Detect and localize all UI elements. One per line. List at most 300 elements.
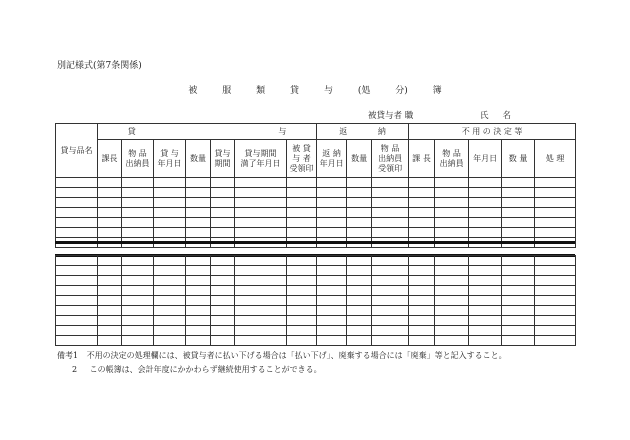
table-cell[interactable] [535,316,576,326]
table-cell[interactable] [211,316,235,326]
ledger-table-lower [55,255,576,346]
table-cell[interactable] [502,336,535,346]
table-cell[interactable] [409,316,435,326]
table-cell[interactable] [502,228,535,238]
table-cell[interactable] [186,306,211,316]
column-header: 数量 [347,140,372,178]
table-row [56,316,576,326]
table-cell[interactable] [535,286,576,296]
table-cell[interactable] [56,266,98,276]
table-cell[interactable] [186,286,211,296]
table-row [56,326,576,336]
table-cell[interactable] [469,286,502,296]
lend-group-header [98,124,317,140]
table-cell[interactable] [347,198,372,208]
table-cell[interactable] [502,198,535,208]
table-cell[interactable] [211,336,235,346]
table-cell[interactable] [287,188,317,198]
note-2-text: この帳簿は、会計年度にかかわらず継続使用することができる。 [89,365,322,374]
table-row [56,256,576,266]
table-cell[interactable] [211,198,235,208]
table-cell[interactable] [435,178,469,188]
table-cell[interactable] [502,178,535,188]
table-cell[interactable] [409,296,435,306]
table-cell[interactable] [372,286,409,296]
column-header: 物 品 出納員 [435,140,469,178]
table-cell[interactable] [154,178,186,188]
table-cell[interactable] [211,228,235,238]
table-cell[interactable] [372,266,409,276]
table-row [56,306,576,316]
table-cell[interactable] [122,266,154,276]
return-left: 返 [339,126,348,136]
table-cell[interactable] [122,326,154,336]
table-cell[interactable] [372,326,409,336]
table-cell[interactable] [372,296,409,306]
table-row [56,276,576,286]
table-cell[interactable] [287,208,317,218]
table-cell[interactable] [347,336,372,346]
table-cell[interactable] [469,218,502,228]
column-header: 課長 [98,140,122,178]
table-cell[interactable] [154,326,186,336]
table-cell[interactable] [211,286,235,296]
table-cell[interactable] [347,228,372,238]
table-cell[interactable] [56,326,98,336]
title-char: 与 [323,86,333,96]
table-cell[interactable] [535,306,576,316]
table-cell[interactable] [372,198,409,208]
table-cell[interactable] [98,306,122,316]
table-cell[interactable] [154,306,186,316]
table-cell[interactable] [502,188,535,198]
table-cell[interactable] [347,316,372,326]
table-cell[interactable] [287,276,317,286]
table-cell[interactable] [154,256,186,266]
item-name-header: 貸与品名 [56,124,98,178]
title-char: 簿 [432,86,442,96]
table-cell[interactable] [56,286,98,296]
table-cell[interactable] [372,208,409,218]
table-cell[interactable] [317,316,347,326]
table-cell[interactable] [235,276,287,286]
table-row [56,266,576,276]
table-cell[interactable] [435,296,469,306]
table-cell[interactable] [56,178,98,188]
table-cell[interactable] [211,218,235,228]
table-cell[interactable] [235,336,287,346]
column-header: 数量 [186,140,211,178]
table-cell[interactable] [535,178,576,188]
table-cell[interactable] [372,188,409,198]
table-cell[interactable] [235,178,287,188]
table-cell[interactable] [502,296,535,306]
table-cell[interactable] [535,256,576,266]
table-cell[interactable] [154,218,186,228]
table-cell[interactable] [469,276,502,286]
table-row [56,336,576,346]
table-cell[interactable] [535,188,576,198]
table-cell[interactable] [235,198,287,208]
title-char: 貸 [290,86,300,96]
table-cell[interactable] [409,286,435,296]
table-cell[interactable] [211,326,235,336]
table-cell[interactable] [98,286,122,296]
borrower-name-label [480,109,525,121]
table-cell[interactable] [122,276,154,286]
table-cell[interactable] [98,218,122,228]
table-cell[interactable] [186,208,211,218]
table-cell[interactable] [56,208,98,218]
table-cell[interactable] [98,336,122,346]
table-cell[interactable] [317,198,347,208]
table-cell[interactable] [98,266,122,276]
table-cell[interactable] [56,336,98,346]
lend-left: 貸 [127,126,136,136]
table-cell[interactable] [235,218,287,228]
ledger-table-upper [55,123,576,248]
table-cell[interactable] [409,178,435,188]
table-cell[interactable] [502,256,535,266]
table-cell[interactable] [435,326,469,336]
table-cell[interactable] [56,316,98,326]
table-cell[interactable] [469,336,502,346]
table-cell[interactable] [98,208,122,218]
table-cell[interactable] [317,178,347,188]
table-cell[interactable] [211,188,235,198]
table-cell[interactable] [287,306,317,316]
table-cell[interactable] [287,286,317,296]
table-cell[interactable] [435,228,469,238]
table-cell[interactable] [435,316,469,326]
table-cell[interactable] [347,296,372,306]
table-cell[interactable] [317,286,347,296]
table-cell[interactable] [122,208,154,218]
table-cell[interactable] [502,276,535,286]
column-header: 返 納 年月日 [317,140,347,178]
table-cell[interactable] [435,286,469,296]
table-cell[interactable] [469,266,502,276]
table-cell[interactable] [235,316,287,326]
table-cell[interactable] [317,306,347,316]
table-row [56,218,576,228]
table-cell[interactable] [372,218,409,228]
table-cell[interactable] [469,316,502,326]
table-cell[interactable] [186,326,211,336]
table-cell[interactable] [211,306,235,316]
title-char: 類 [256,86,266,96]
page-title [0,83,630,96]
table-cell[interactable] [435,266,469,276]
table-cell[interactable] [409,208,435,218]
table-cell[interactable] [154,208,186,218]
table-row [56,296,576,306]
table-cell[interactable] [287,266,317,276]
return-right: 納 [377,126,386,136]
note-2 [72,364,322,375]
borrower-position-label: 被貸与者 職 [368,111,414,121]
table-cell[interactable] [56,198,98,208]
table-cell[interactable] [235,188,287,198]
table-cell[interactable] [98,326,122,336]
table-cell[interactable] [211,256,235,266]
table-cell[interactable] [409,326,435,336]
table-cell[interactable] [56,188,98,198]
table-row [56,198,576,208]
table-cell[interactable] [211,276,235,286]
table-cell[interactable] [287,326,317,336]
column-header: 課 長 [409,140,435,178]
table-cell[interactable] [235,256,287,266]
table-cell[interactable] [409,198,435,208]
table-cell[interactable] [186,178,211,188]
table-cell[interactable] [502,218,535,228]
form-id: 別記様式(第7条関係) [57,61,142,71]
column-header: 年月日 [469,140,502,178]
table-cell[interactable] [435,276,469,286]
table-cell[interactable] [347,266,372,276]
table-row [56,178,576,188]
table-cell[interactable] [154,286,186,296]
table-cell[interactable] [235,296,287,306]
table-cell[interactable] [122,296,154,306]
table-cell[interactable] [98,228,122,238]
table-cell[interactable] [535,198,576,208]
table-cell[interactable] [535,326,576,336]
table-cell[interactable] [347,286,372,296]
table-cell[interactable] [535,228,576,238]
table-cell[interactable] [287,256,317,266]
table-cell[interactable] [535,296,576,306]
column-header: 物 品 出納員 [122,140,154,178]
title-char: 被 [188,86,198,96]
table-cell[interactable] [287,218,317,228]
table-cell[interactable] [98,178,122,188]
table-cell[interactable] [372,178,409,188]
table-cell[interactable] [409,218,435,228]
title-char: (処 [357,86,371,96]
note-1-text: 不用の決定の処理欄には、被貸与者に払い下げる場合は「払い下げ」、廃棄する場合には「廃棄」等と記入すること。 [86,351,507,360]
table-cell[interactable] [235,326,287,336]
note-1 [57,350,507,361]
table-cell[interactable] [122,306,154,316]
note-1-label: 備考1 [57,351,79,360]
note-2-number: 2 [72,365,78,374]
table-cell[interactable] [122,256,154,266]
table-cell[interactable] [347,256,372,266]
table-cell[interactable] [98,256,122,266]
table-cell[interactable] [535,336,576,346]
table-cell[interactable] [347,218,372,228]
table-cell[interactable] [372,306,409,316]
table-cell[interactable] [409,276,435,286]
table-cell[interactable] [317,218,347,228]
table-cell[interactable] [154,276,186,286]
table-cell[interactable] [211,296,235,306]
table-cell[interactable] [469,178,502,188]
table-cell[interactable] [372,336,409,346]
table-cell[interactable] [186,336,211,346]
table-cell[interactable] [347,208,372,218]
table-cell[interactable] [186,188,211,198]
name-char: 氏 [480,111,489,121]
table-cell[interactable] [317,188,347,198]
table-cell[interactable] [122,336,154,346]
table-row [56,228,576,238]
table-cell[interactable] [235,306,287,316]
table-cell[interactable] [287,336,317,346]
table-cell[interactable] [347,178,372,188]
table-cell[interactable] [235,208,287,218]
lend-right: 与 [278,126,287,136]
table-cell[interactable] [409,306,435,316]
table-cell[interactable] [535,266,576,276]
table-cell[interactable] [535,276,576,286]
table-cell[interactable] [287,296,317,306]
table-cell[interactable] [235,228,287,238]
column-header: 処 理 [535,140,576,178]
table-cell[interactable] [98,296,122,306]
column-header: 貸与 期間 [211,140,235,178]
table-cell[interactable] [287,316,317,326]
table-row [56,208,576,218]
table-cell[interactable] [469,306,502,316]
table-cell[interactable] [372,276,409,286]
return-group-header [317,124,409,140]
table-cell[interactable] [186,218,211,228]
table-cell[interactable] [317,326,347,336]
table-cell[interactable] [122,286,154,296]
table-cell[interactable] [235,266,287,276]
table-cell[interactable] [56,306,98,316]
table-row [56,188,576,198]
table-cell[interactable] [287,178,317,188]
table-cell[interactable] [409,228,435,238]
table-cell[interactable] [154,188,186,198]
table-cell[interactable] [287,198,317,208]
table-cell[interactable] [469,208,502,218]
table-cell[interactable] [469,188,502,198]
table-cell[interactable] [435,218,469,228]
table-cell[interactable] [186,228,211,238]
table-cell[interactable] [186,276,211,286]
table-cell[interactable] [186,316,211,326]
table-cell[interactable] [317,256,347,266]
table-cell[interactable] [56,256,98,266]
table-cell[interactable] [186,296,211,306]
table-cell[interactable] [98,316,122,326]
table-cell[interactable] [347,188,372,198]
table-cell[interactable] [122,316,154,326]
table-cell[interactable] [56,228,98,238]
column-header: 貸与期間 満了年月日 [235,140,287,178]
table-cell[interactable] [347,326,372,336]
table-cell[interactable] [287,228,317,238]
column-header: 貸 与 年月日 [154,140,186,178]
table-cell[interactable] [56,296,98,306]
table-cell[interactable] [98,188,122,198]
table-cell[interactable] [372,316,409,326]
table-cell[interactable] [535,218,576,228]
table-cell[interactable] [211,178,235,188]
table-cell[interactable] [122,228,154,238]
disposal-group-header: 不 用 の 決 定 等 [409,124,576,140]
table-cell[interactable] [409,336,435,346]
table-cell[interactable] [435,208,469,218]
table-cell[interactable] [122,188,154,198]
table-cell[interactable] [347,306,372,316]
table-cell[interactable] [469,228,502,238]
table-cell[interactable] [122,218,154,228]
divider-line [55,241,575,244]
table-cell[interactable] [154,296,186,306]
table-cell[interactable] [372,228,409,238]
table-cell[interactable] [435,198,469,208]
table-cell[interactable] [469,296,502,306]
table-cell[interactable] [235,286,287,296]
table-cell[interactable] [317,276,347,286]
table-cell[interactable] [317,336,347,346]
title-char: 服 [222,86,232,96]
table-cell[interactable] [435,306,469,316]
table-cell[interactable] [435,256,469,266]
table-cell[interactable] [98,198,122,208]
table-cell[interactable] [502,286,535,296]
table-cell[interactable] [409,256,435,266]
table-cell[interactable] [469,198,502,208]
table-cell[interactable] [502,326,535,336]
table-cell[interactable] [317,266,347,276]
table-cell[interactable] [211,266,235,276]
table-cell[interactable] [154,198,186,208]
table-cell[interactable] [122,198,154,208]
table-cell[interactable] [317,208,347,218]
table-cell[interactable] [435,188,469,198]
column-header: 数 量 [502,140,535,178]
title-char: 分) [395,86,408,96]
table-cell[interactable] [469,326,502,336]
column-header: 物 品 出納員 受領印 [372,140,409,178]
table-cell[interactable] [347,276,372,286]
table-cell[interactable] [317,228,347,238]
table-cell[interactable] [56,218,98,228]
table-cell[interactable] [317,296,347,306]
table-cell[interactable] [122,178,154,188]
column-header: 被 貸 与 者 受領印 [287,140,317,178]
name-char: 名 [502,111,512,121]
table-cell[interactable] [502,316,535,326]
table-cell[interactable] [469,256,502,266]
table-cell[interactable] [186,198,211,208]
table-cell[interactable] [409,188,435,198]
table-cell[interactable] [502,306,535,316]
table-cell[interactable] [154,336,186,346]
table-cell[interactable] [186,256,211,266]
table-cell[interactable] [409,266,435,276]
table-cell[interactable] [372,256,409,266]
table-cell[interactable] [98,276,122,286]
table-cell[interactable] [154,266,186,276]
table-cell[interactable] [435,336,469,346]
table-cell[interactable] [502,208,535,218]
table-cell[interactable] [535,208,576,218]
table-cell[interactable] [154,316,186,326]
table-cell[interactable] [211,208,235,218]
table-cell[interactable] [502,266,535,276]
table-cell[interactable] [154,228,186,238]
table-cell[interactable] [186,266,211,276]
table-cell[interactable] [56,276,98,286]
